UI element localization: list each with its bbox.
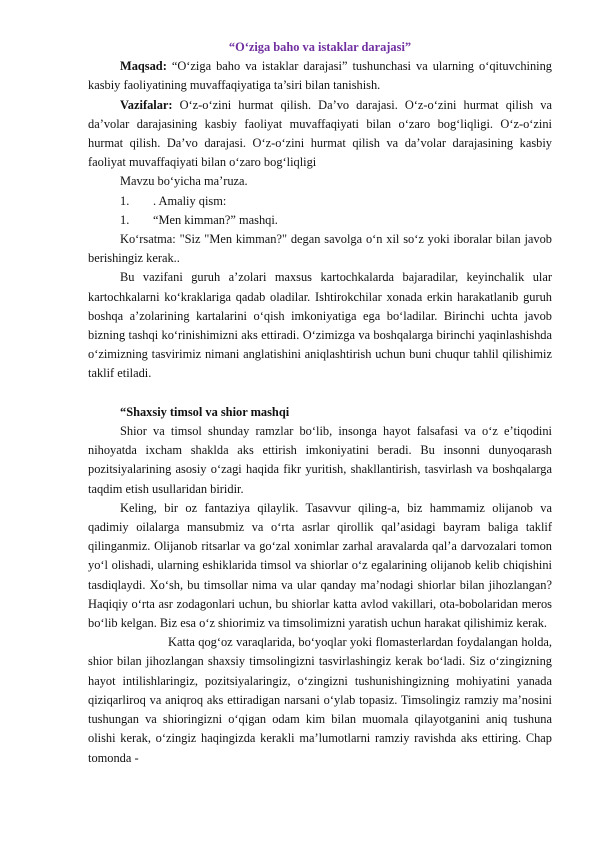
instruction-paragraph: Ko‘rsatma: "Siz "Men kimman?" degan savolga o‘n xil so‘z yoki iboralar bilan javob berishingiz kerak.. <box>88 232 552 266</box>
goal-label: Maqsad: <box>120 59 167 74</box>
body-paragraph: Katta qog‘oz varaqlarida, bo‘yoqlar yoki flomasterlardan foydalangan holda, shior bilan jihozlangan shaxsiy timsolingizni tasvirlashingiz kerak bo‘ladi. Siz o‘zingizning hayot intilishlaringiz, pozitsiyalaringiz, o‘zingizni tushunishingizning mohiyatini yanada qiziqarliroq va aniqroq aks ettiradigan narsani o‘ylab topasiz. Timsolingiz ramziy ma’nosini tushungan va shioringizni o‘qigan odam kim bilan muomala qilayotganini aniq tushuna olishi kerak, o‘zingiz haqingizda kerakli ma’lumotlarni ramziy ravishda aks ettiring. Chap tomonda - <box>88 635 552 765</box>
topic-line: Mavzu bo‘yicha ma’ruza. <box>120 174 248 189</box>
list-text: . Amaliy qism: <box>153 193 227 208</box>
body-paragraph: Bu vazifani guruh a’zolari maxsus kartochkalarda bajaradilar, keyinchalik ular kartochkalarni ko‘kraklariga qadab oladilar. Ishtirokchilar xonada erkin harakatlanib guruh boshqa a’zolarining kartalarini o‘qish imkoniyatiga ega bo‘ladilar. Birinchi uchta javob bizning tashqi ko‘rinishimizni aks ettiradi. O‘zimizga va boshqalarga birinchi yaqinlashishda o‘zimizning tasvirimiz nimani anglatishini aniqlashtirish uchun buni chuqur tahlil qilishimiz taklif etiladi. <box>88 270 552 381</box>
body-paragraph: Shior va timsol shunday ramzlar bo‘lib, insonga hayot falsafasi va o‘z e’tiqodini nihoyatda ixcham shaklda aks ettirish imkoniyatini beradi. Bu insonni dunyoqarash pozitsiyalarining asosiy o‘zagi haqida fikr yuritish, shakllantirish, tasvirlash va boshqalarga taqdim etish usullaridan biridir. <box>88 424 552 496</box>
tasks-label: Vazifalar: <box>120 97 173 112</box>
list-item <box>88 211 552 230</box>
document-page <box>88 38 552 768</box>
tasks-paragraph <box>88 96 552 173</box>
body-paragraph: Keling, bir oz fantaziya qilaylik. Tasavvur qiling-a, biz hammamiz olijanob va qadimiy oilalarga mansubmiz va o‘rta asrlar qirollik qal’asidagi bayram baliga taklif qilinganmiz. Olijanob ritsarlar va go‘zal xonimlar zarhal aravalarda qal’a darvozalari tomon yo‘l olishadi, ularning eshiklarida timsol va shiorlar o‘z egalarining olijanob kelib chiqishini tasdiqlaydi. Xo‘sh, bu timsollar nima va ular qanday ma’nodagi shiorlar bilan jihozlangan? Haqiqiy o‘rta asr zodagonlari uchun, bu shiorlar katta avlod vakillari, ota-bobolaridan meros bo‘lib kelgan. Biz esa o‘z shiorimiz va timsolimizni yaratish uchun harakat qilishimiz kerak. <box>88 500 552 631</box>
goal-paragraph <box>88 57 552 95</box>
list-number: 1. <box>120 212 130 227</box>
section-heading-text: “Shaxsiy timsol va shior mashqi <box>120 404 290 419</box>
list-number: 1. <box>120 193 130 208</box>
section-heading <box>88 403 552 422</box>
document-title: “O‘ziga baho va istaklar darajasi” <box>228 40 412 54</box>
spacer <box>88 384 552 403</box>
list-item <box>88 192 552 211</box>
list-text: “Men kimman?” mashqi. <box>153 212 278 227</box>
tasks-text: O‘z-o‘zini hurmat qilish. Da’vo darajasi. O‘z-o‘zini hurmat qilish va da’volar darajasining kasbiy faoliyat muvaffaqiyati bilan o‘zaro bog‘liqligi. O‘z-o‘zini hurmat qilish. Da’vo darajasi. O‘z-o‘zini hurmat qilish va da’volar darajasining kasbiy faoliyat muvaffaqiyati bilan o‘zaro bog‘liqligi <box>88 97 552 170</box>
goal-text: “O‘ziga baho va istaklar darajasi” tushunchasi va ularning o‘qituvchining kasbiy faoliyatining muvaffaqiyatiga ta’siri bilan tanishish. <box>88 59 552 93</box>
